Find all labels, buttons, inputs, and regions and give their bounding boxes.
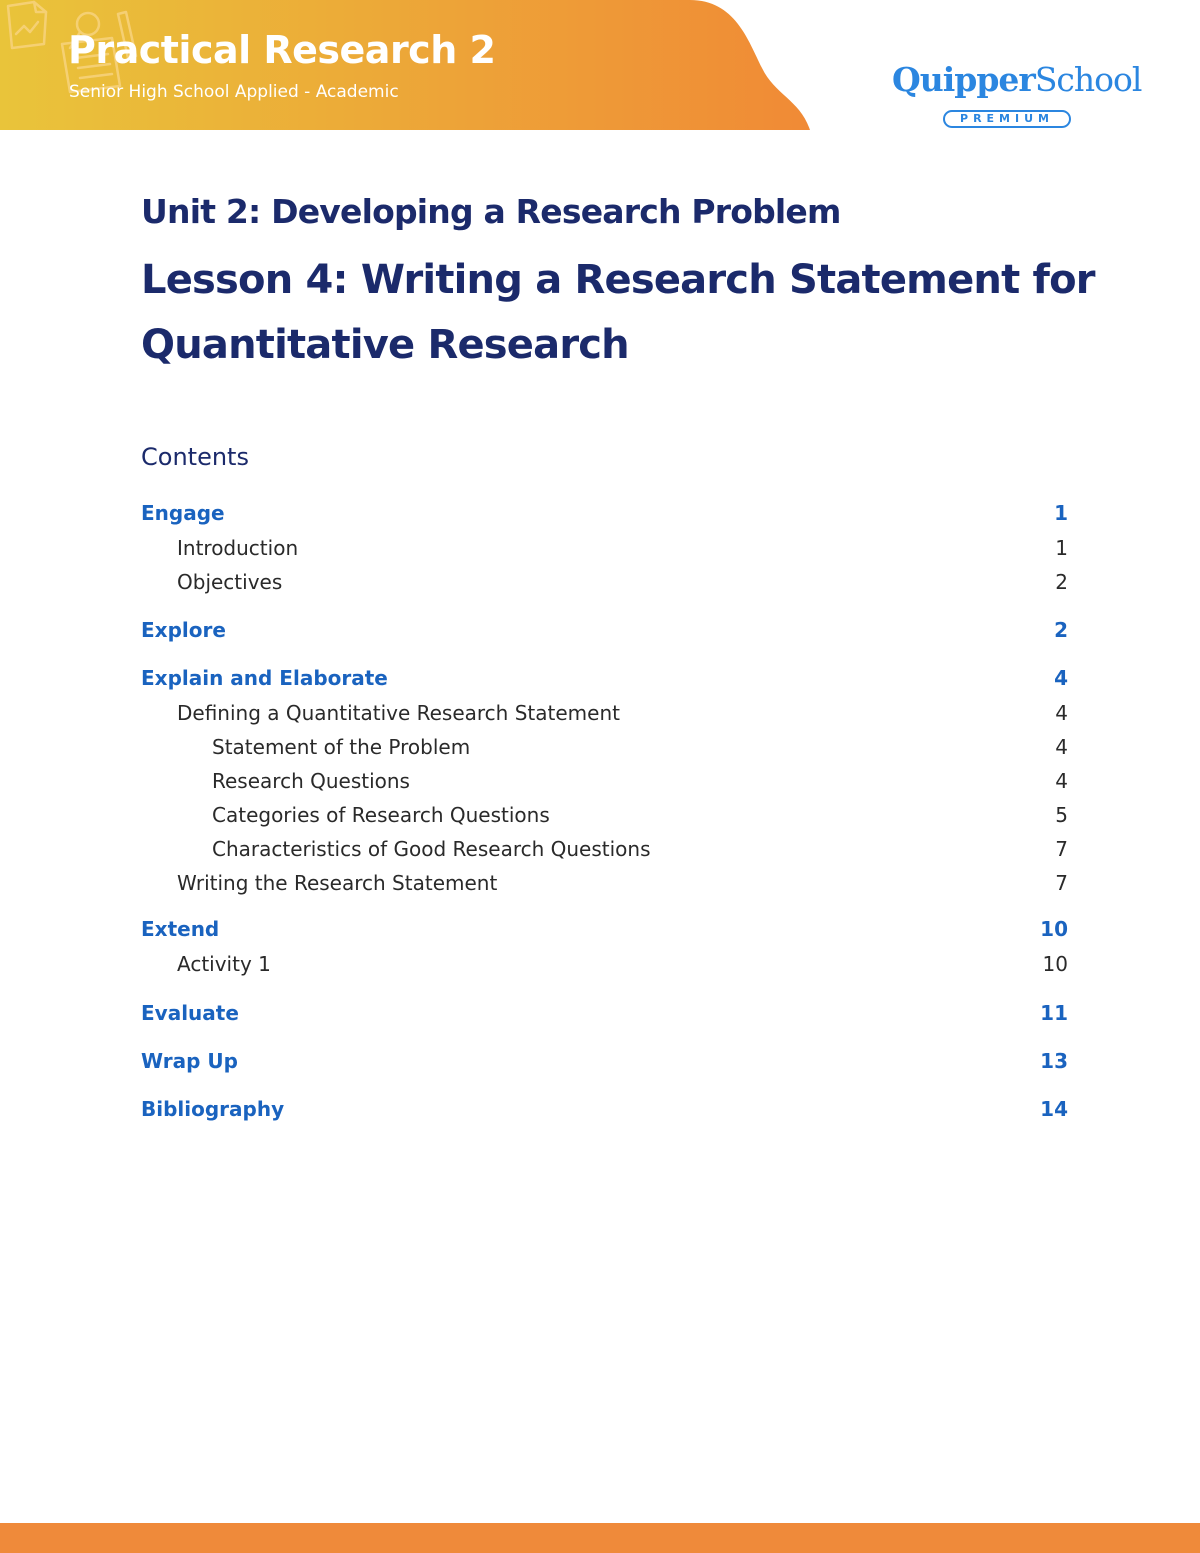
toc-page-number: 10 bbox=[1040, 917, 1068, 941]
logo-wordmark bbox=[892, 60, 1142, 100]
toc-page-number: 1 bbox=[1055, 536, 1068, 560]
toc-item-defining-quantitative-research-statement[interactable] bbox=[0, 698, 1200, 728]
toc-label: Categories of Research Questions bbox=[212, 803, 550, 827]
lesson-title: Lesson 4: Writing a Research Statement for Quantitative Research bbox=[141, 257, 1095, 368]
toc-item-evaluate[interactable] bbox=[0, 998, 1200, 1028]
toc-item-activity-1[interactable] bbox=[0, 949, 1200, 979]
logo-name-part1: Quipper bbox=[892, 60, 1035, 99]
toc-label: Statement of the Problem bbox=[212, 735, 471, 759]
toc-item-categories-of-research-questions[interactable] bbox=[0, 800, 1200, 830]
toc-item-research-questions[interactable] bbox=[0, 766, 1200, 796]
toc-label: Engage bbox=[141, 501, 225, 525]
toc-item-writing-the-research-statement[interactable] bbox=[0, 868, 1200, 898]
toc-label: Introduction bbox=[177, 536, 299, 560]
premium-badge: PREMIUM bbox=[943, 110, 1071, 128]
toc-page-number: 13 bbox=[1040, 1049, 1068, 1073]
toc-item-objectives[interactable] bbox=[0, 567, 1200, 597]
toc-page-number: 10 bbox=[1042, 952, 1068, 976]
toc-page-number: 2 bbox=[1054, 618, 1068, 642]
toc-label: Evaluate bbox=[141, 1001, 239, 1025]
contents-heading: Contents bbox=[141, 443, 249, 471]
toc-page-number: 4 bbox=[1055, 769, 1068, 793]
toc-item-explore[interactable] bbox=[0, 615, 1200, 645]
toc-item-engage[interactable] bbox=[0, 498, 1200, 528]
toc-label: Bibliography bbox=[141, 1097, 285, 1121]
course-banner bbox=[0, 0, 812, 130]
toc-page-number: 7 bbox=[1055, 871, 1068, 895]
course-subtitle: Senior High School Applied - Academic bbox=[69, 82, 399, 102]
toc-label: Explain and Elaborate bbox=[141, 666, 388, 690]
toc-page-number: 4 bbox=[1055, 701, 1068, 725]
toc-label: Extend bbox=[141, 917, 220, 941]
toc-item-statement-of-the-problem[interactable] bbox=[0, 732, 1200, 762]
toc-label: Objectives bbox=[177, 570, 283, 594]
toc-label: Wrap Up bbox=[141, 1049, 238, 1073]
toc-item-extend[interactable] bbox=[0, 914, 1200, 944]
toc-label: Characteristics of Good Research Questions bbox=[212, 837, 651, 861]
toc-item-wrap-up[interactable] bbox=[0, 1046, 1200, 1076]
unit-title: Unit 2: Developing a Research Problem bbox=[141, 192, 841, 231]
footer-bar bbox=[0, 1523, 1200, 1553]
toc-page-number: 5 bbox=[1055, 803, 1068, 827]
quipper-school-logo bbox=[892, 60, 1142, 135]
course-title: Practical Research 2 bbox=[68, 28, 496, 72]
toc-page-number: 4 bbox=[1054, 666, 1068, 690]
toc-label: Activity 1 bbox=[177, 952, 271, 976]
toc-label: Defining a Quantitative Research Statement bbox=[177, 701, 620, 725]
toc-page-number: 11 bbox=[1040, 1001, 1068, 1025]
toc-item-introduction[interactable] bbox=[0, 533, 1200, 563]
toc-item-characteristics-of-good-research-questions[interactable] bbox=[0, 834, 1200, 864]
toc-page-number: 4 bbox=[1055, 735, 1068, 759]
toc-label: Research Questions bbox=[212, 769, 410, 793]
toc-page-number: 14 bbox=[1040, 1097, 1068, 1121]
logo-name-part2: School bbox=[1034, 60, 1142, 99]
toc-page-number: 2 bbox=[1055, 570, 1068, 594]
toc-page-number: 7 bbox=[1055, 837, 1068, 861]
toc-label: Writing the Research Statement bbox=[177, 871, 498, 895]
toc-item-bibliography[interactable] bbox=[0, 1094, 1200, 1124]
toc-item-explain-and-elaborate[interactable] bbox=[0, 663, 1200, 693]
toc-page-number: 1 bbox=[1054, 501, 1068, 525]
toc-label: Explore bbox=[141, 618, 226, 642]
